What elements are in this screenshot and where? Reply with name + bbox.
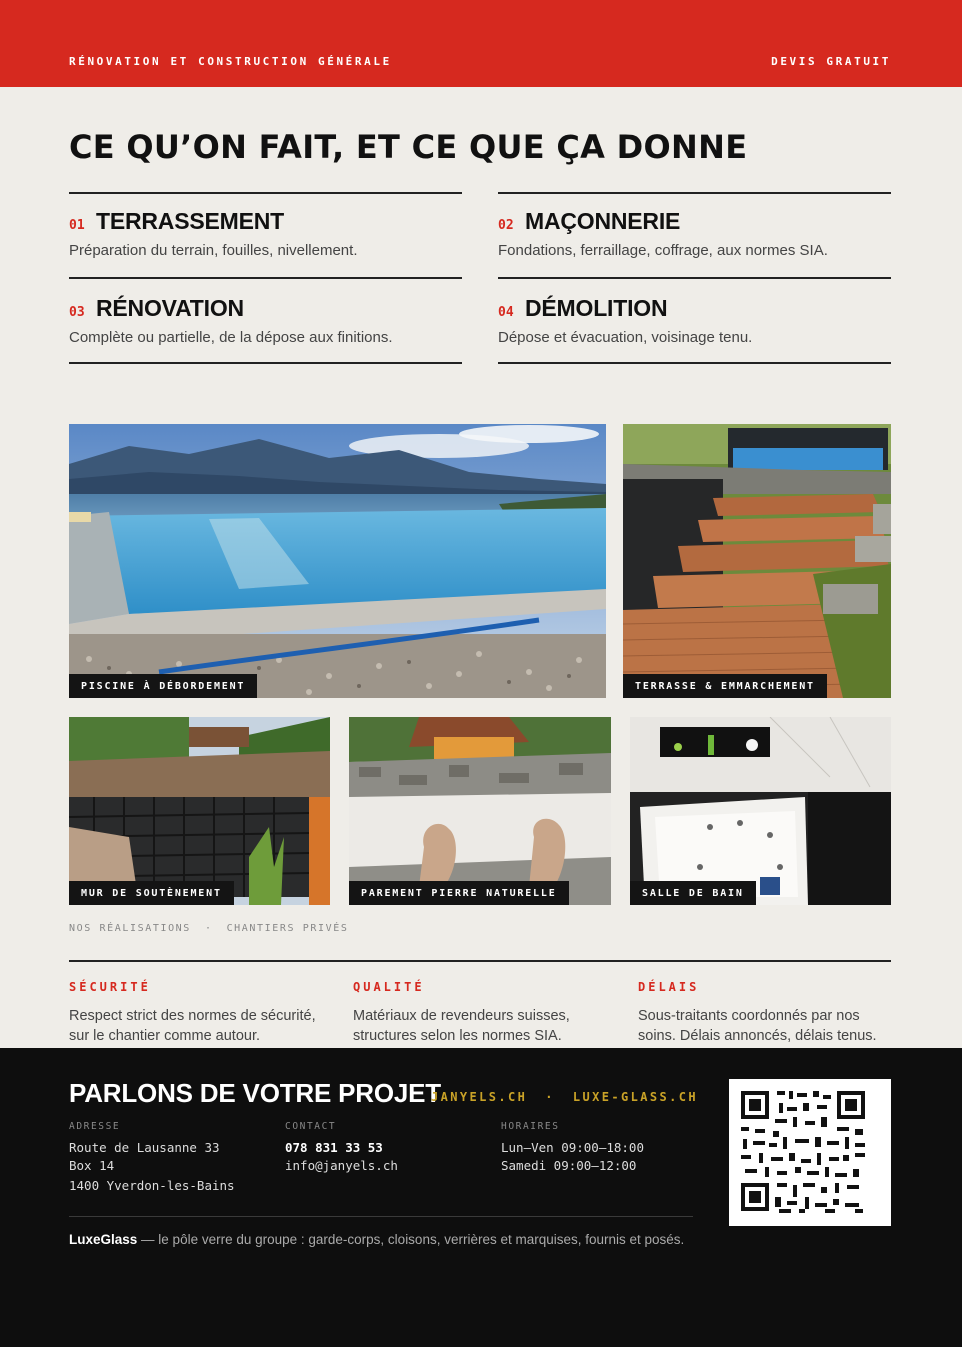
value-line: Matériaux de revendeurs suisses, [353, 1008, 570, 1024]
photo-bathroom[interactable] [630, 717, 891, 905]
contact-label: CONTACT [285, 1121, 337, 1132]
service-maconnerie [498, 192, 891, 278]
stone-cladding-image [349, 717, 611, 905]
hours-line: Samedi 09:00–12:00 [501, 1158, 637, 1173]
meta-separator: · [204, 923, 213, 934]
value-line: Respect strict des normes de sécurité, [69, 1008, 316, 1024]
photo-terrace-steps[interactable] [623, 424, 891, 698]
service-number: 03 [69, 305, 85, 320]
address-line: 1400 Yverdon-les-Bains [69, 1178, 235, 1193]
footer-title: PARLONS DE VOTRE PROJET [69, 1078, 441, 1108]
address-line: Box 14 [69, 1158, 115, 1173]
website-link-luxeglass[interactable]: LUXE-GLASS.CH [572, 1090, 698, 1104]
photo-infinity-pool[interactable] [69, 424, 606, 698]
photo-caption: PISCINE À DÉBORDEMENT [69, 674, 257, 698]
service-number: 01 [69, 218, 85, 233]
hours-line: Lun–Ven 09:00–18:00 [501, 1140, 644, 1155]
free-quote-label[interactable]: DEVIS GRATUIT [771, 55, 891, 68]
address-line: Route de Lausanne 33 [69, 1140, 220, 1155]
value-line: sur le chantier comme autour. [69, 1028, 261, 1044]
tagline-text: — le pôle verre du groupe : garde-corps, cloisons, verrières et marquises, fournis et posés. [137, 1232, 685, 1247]
value-line: structures selon les normes SIA. [353, 1028, 562, 1044]
top-banner [0, 0, 962, 87]
value-description [353, 1006, 623, 1046]
value-line: soins. Délais annoncés, délais tenus. [638, 1028, 877, 1044]
value-line: Sous-traitants coordonnés par nos [638, 1008, 860, 1024]
photo-stone-cladding[interactable] [349, 717, 611, 905]
value-title: SÉCURITÉ [69, 980, 151, 994]
service-number: 02 [498, 218, 514, 233]
service-description: Préparation du terrain, fouilles, nivellement. [69, 242, 358, 259]
email-address[interactable]: info@janyels.ch [285, 1158, 398, 1173]
service-renovation [69, 277, 462, 363]
service-title: RÉNOVATION [96, 295, 244, 321]
luxeglass-tagline [69, 1232, 684, 1247]
brand-name: LuxeGlass [69, 1232, 138, 1247]
service-title: MAÇONNERIE [525, 208, 681, 234]
divider [69, 960, 891, 962]
address-label: ADRESSE [69, 1121, 121, 1132]
value-description [69, 1006, 339, 1046]
qr-code[interactable] [729, 1079, 891, 1226]
service-terrassement [69, 192, 462, 278]
photo-caption: SALLE DE BAIN [630, 881, 756, 905]
photo-retaining-wall[interactable] [69, 717, 330, 905]
photo-caption: PAREMENT PIERRE NATURELLE [349, 881, 569, 905]
phone-number[interactable]: 078 831 33 53 [285, 1140, 383, 1155]
value-description [638, 1006, 908, 1046]
qr-code-icon [729, 1079, 891, 1226]
hours-block [501, 1121, 644, 1172]
page-title: CE QU’ON FAIT, ET CE QUE ÇA DONNE [69, 128, 748, 166]
photo-caption: TERRASSE & EMMARCHEMENT [623, 674, 827, 698]
value-title: QUALITÉ [353, 980, 425, 994]
value-qualite [353, 980, 623, 1046]
value-securite [69, 980, 339, 1046]
website-link-janyels[interactable]: JANYELS.CH [431, 1090, 528, 1104]
service-description: Dépose et évacuation, voisinage tenu. [498, 329, 753, 346]
pool-image [69, 424, 606, 698]
steps-image [623, 424, 891, 698]
tagline-header: RÉNOVATION ET CONSTRUCTION GÉNÉRALE [69, 55, 392, 68]
value-delais [638, 980, 908, 1046]
footer-divider [69, 1216, 693, 1217]
retaining-wall-image [69, 717, 330, 905]
value-title: DÉLAIS [638, 980, 700, 994]
gallery-meta [69, 923, 363, 934]
divider [69, 362, 462, 364]
hours-label: HORAIRES [501, 1121, 560, 1132]
meta-label: CHANTIERS PRIVÉS [226, 923, 349, 934]
service-title: DÉMOLITION [525, 295, 668, 321]
contact-block [285, 1121, 398, 1172]
service-description: Fondations, ferraillage, coffrage, aux normes SIA. [498, 242, 828, 259]
service-demolition [498, 277, 891, 363]
service-number: 04 [498, 305, 514, 320]
service-description: Complète ou partielle, de la dépose aux finitions. [69, 329, 393, 346]
address-block [69, 1121, 235, 1192]
divider [498, 362, 891, 364]
link-separator: · [545, 1090, 555, 1104]
bathroom-image [630, 717, 891, 905]
contact-footer [0, 1048, 962, 1347]
service-title: TERRASSEMENT [96, 208, 285, 234]
meta-label: NOS RÉALISATIONS [69, 923, 191, 934]
photo-caption: MUR DE SOUTÈNEMENT [69, 881, 234, 905]
website-links [431, 1090, 698, 1104]
